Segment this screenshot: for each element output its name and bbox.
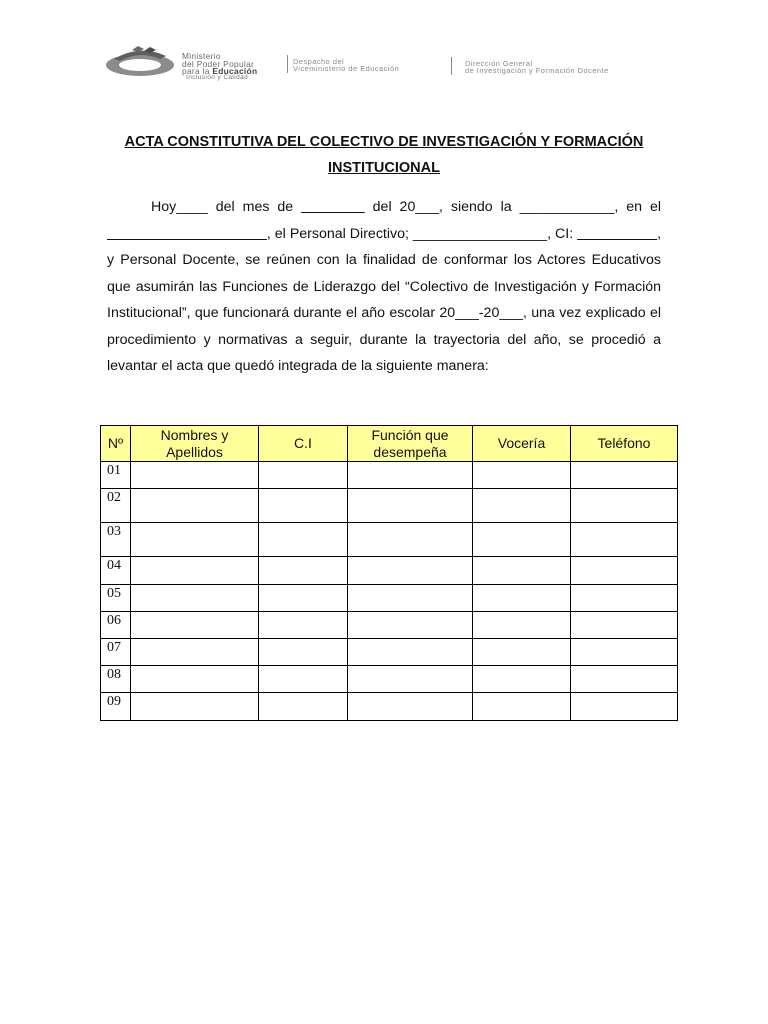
cell[interactable] — [473, 666, 571, 693]
row-number: 06 — [101, 612, 131, 639]
cell[interactable] — [131, 666, 259, 693]
cell[interactable] — [571, 557, 678, 585]
cell[interactable] — [259, 462, 348, 489]
letterhead — [104, 42, 664, 87]
cell[interactable] — [259, 523, 348, 557]
cell[interactable] — [348, 557, 473, 585]
cell[interactable] — [259, 666, 348, 693]
cell[interactable] — [473, 612, 571, 639]
row-number: 08 — [101, 666, 131, 693]
dept2-line2: de Investigación y Formación Docente — [465, 66, 609, 76]
table-row — [101, 557, 678, 585]
cell[interactable] — [473, 462, 571, 489]
members-table — [100, 425, 678, 721]
row-number: 02 — [101, 489, 131, 523]
dept2-line1: Dirección General — [465, 59, 533, 68]
paragraph — [107, 194, 661, 380]
cell[interactable] — [571, 666, 678, 693]
cell[interactable] — [571, 693, 678, 721]
body-paragraph — [107, 194, 661, 380]
table-row — [101, 666, 678, 693]
header-number: Nº — [101, 426, 131, 462]
cell[interactable] — [131, 462, 259, 489]
blank-month — [301, 199, 365, 215]
cell[interactable] — [473, 557, 571, 585]
cell[interactable] — [473, 693, 571, 721]
cell[interactable] — [571, 612, 678, 639]
dept1-line1: Despacho del — [293, 57, 345, 66]
cell[interactable] — [348, 666, 473, 693]
paragraph-text: Hoy____ del mes de — [151, 199, 302, 215]
dept-direccion — [465, 60, 609, 74]
blank-ci — [577, 226, 657, 242]
ministry-line3-prefix: para la — [182, 66, 213, 77]
cell[interactable] — [259, 489, 348, 523]
cell[interactable] — [571, 462, 678, 489]
cell[interactable] — [348, 612, 473, 639]
cell[interactable] — [348, 585, 473, 612]
cell[interactable] — [259, 585, 348, 612]
cell[interactable] — [473, 585, 571, 612]
table-row — [101, 462, 678, 489]
paragraph-text: , y Personal Docente, se reúnen con la finalidad de conformar los Actores Educativos que asumirán las Funciones de Liderazgo del “Colectivo de Investigación y Formación Institucional”, que funcionará durante el año escolar 20___-20___, una vez explicado el procedimiento y normativas a seguir, durante la trayectoria del año, se procedió a levantar el acta que quedó integrada de la siguiente manera: — [107, 225, 662, 374]
dept-viceministry — [293, 58, 399, 72]
table-row — [101, 639, 678, 666]
cell[interactable] — [571, 639, 678, 666]
cell[interactable] — [259, 557, 348, 585]
row-number: 01 — [101, 462, 131, 489]
cell[interactable] — [473, 489, 571, 523]
ministry-line3-bold: Educación — [212, 66, 258, 77]
ministry-logo — [104, 46, 179, 78]
cell[interactable] — [259, 639, 348, 666]
header-names: Nombres y Apellidos — [131, 426, 259, 462]
paragraph-text: del 20___, siendo la ____________, en el — [364, 199, 661, 215]
ministry-name — [182, 53, 257, 76]
header-divider — [451, 57, 452, 75]
dept1-line2: Viceministerio de Educación — [293, 64, 400, 74]
cell[interactable] — [348, 523, 473, 557]
row-number: 05 — [101, 585, 131, 612]
table-row — [101, 585, 678, 612]
cell[interactable] — [348, 639, 473, 666]
cell[interactable] — [571, 489, 678, 523]
cell[interactable] — [348, 489, 473, 523]
table-row — [101, 693, 678, 721]
table-row — [101, 523, 678, 557]
cell[interactable] — [571, 585, 678, 612]
row-number: 04 — [101, 557, 131, 585]
header-ci: C.I — [259, 426, 348, 462]
table-row — [101, 612, 678, 639]
header-phone: Teléfono — [571, 426, 678, 462]
document-title: ACTA CONSTITUTIVA DEL COLECTIVO DE INVESTIGACIÓN Y FORMACIÓN INSTITUCIONAL — [124, 134, 644, 176]
header-divider — [287, 55, 288, 73]
ministry-tagline: Inclusión y Calidad — [186, 74, 249, 81]
cell[interactable] — [131, 585, 259, 612]
header-voceria: Vocería — [473, 426, 571, 462]
paragraph-text: , el Personal Directivo; _________________, CI: — [266, 225, 578, 242]
cell[interactable] — [348, 693, 473, 721]
blank-place — [107, 226, 267, 242]
cell[interactable] — [571, 523, 678, 557]
cell[interactable] — [131, 489, 259, 523]
row-number: 03 — [101, 523, 131, 557]
cell[interactable] — [348, 462, 473, 489]
header-function: Función que desempeña — [348, 426, 473, 462]
ministry-line1: Ministerio — [182, 51, 221, 61]
cell[interactable] — [131, 612, 259, 639]
cell[interactable] — [131, 639, 259, 666]
table-row — [101, 489, 678, 523]
ministry-line2: del Poder Popular — [182, 58, 255, 69]
cell[interactable] — [259, 612, 348, 639]
cell[interactable] — [131, 523, 259, 557]
cell[interactable] — [131, 557, 259, 585]
row-number: 09 — [101, 693, 131, 721]
row-number: 07 — [101, 639, 131, 666]
cell[interactable] — [473, 639, 571, 666]
cell[interactable] — [473, 523, 571, 557]
cell[interactable] — [131, 693, 259, 721]
cell[interactable] — [259, 693, 348, 721]
table-header-row — [101, 426, 678, 462]
